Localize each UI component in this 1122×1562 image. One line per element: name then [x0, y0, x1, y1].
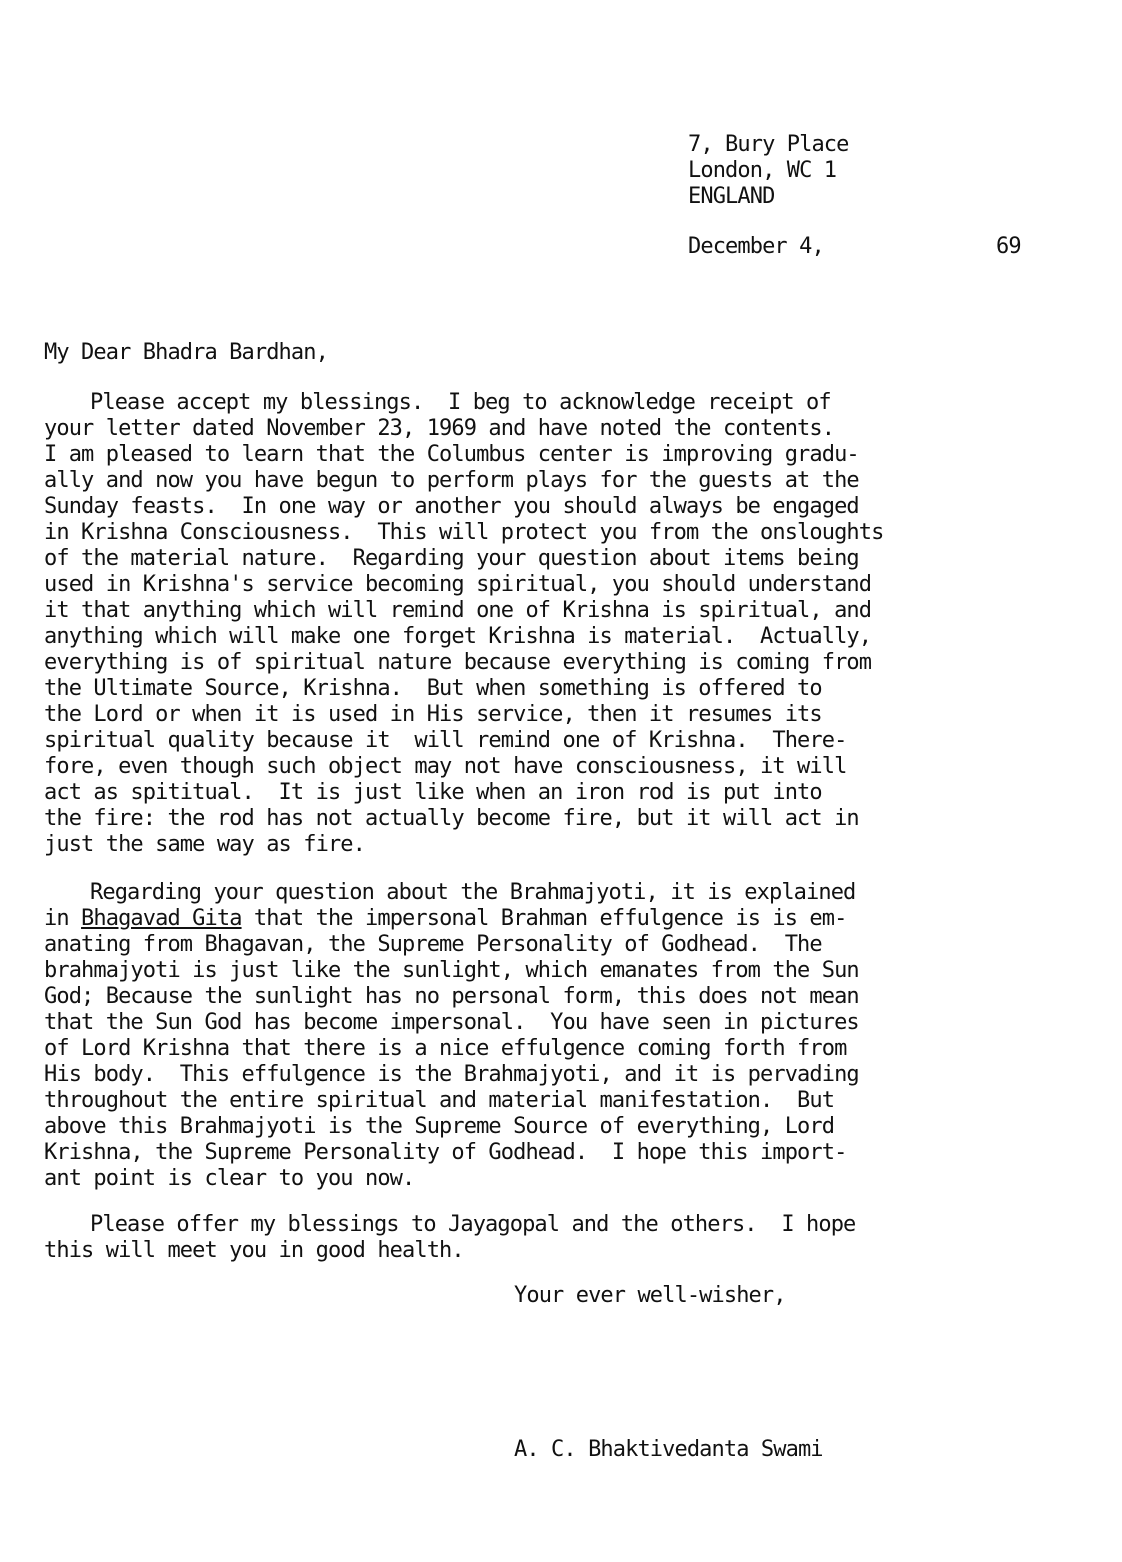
- paragraph-line: Please offer my blessings to Jayagopal and the others. I hope: [90, 1212, 856, 1237]
- paragraph-line: just the same way as fire.: [44, 832, 365, 857]
- paragraph-line: it that anything which will remind one of Krishna is spiritual, and: [44, 598, 872, 623]
- closing: Your ever well-wisher,: [514, 1283, 786, 1308]
- paragraph-line: brahmajyoti is just like the sunlight, which emanates from the Sun: [44, 958, 859, 983]
- paragraph-line: throughout the entire spiritual and material manifestation. But: [44, 1088, 835, 1113]
- text-in: in: [44, 906, 82, 931]
- paragraph-line: spiritual quality because it will remind one of Krishna. There-: [44, 728, 847, 753]
- paragraph-line: Krishna, the Supreme Personality of Godhead. I hope this import-: [44, 1140, 847, 1165]
- paragraph-line: above this Brahmajyoti is the Supreme Source of everything, Lord: [44, 1114, 835, 1139]
- paragraph-line: anything which will make one forget Krishna is material. Actually,: [44, 624, 872, 649]
- paragraph-line: this will meet you in good health.: [44, 1238, 464, 1263]
- paragraph-line: of the material nature. Regarding your question about items being: [44, 546, 859, 571]
- signature: A. C. Bhaktivedanta Swami: [514, 1437, 823, 1462]
- paragraph-line: the fire: the rod has not actually become fire, but it will act in: [44, 806, 859, 831]
- paragraph-line: ant point is clear to you now.: [44, 1166, 415, 1191]
- paragraph-line: Regarding your question about the Brahmajyoti, it is explained: [90, 880, 856, 905]
- paragraph-line: anating from Bhagavan, the Supreme Personality of Godhead. The: [44, 932, 822, 957]
- paragraph-line: God; Because the sunlight has no personal form, this does not mean: [44, 984, 859, 1009]
- address-line: London, WC 1: [688, 158, 837, 183]
- date-month-day: December 4,: [688, 234, 824, 259]
- paragraph-line: used in Krishna's service becoming spiritual, you should understand: [44, 572, 872, 597]
- paragraph-line: the Lord or when it is used in His service, then it resumes its: [44, 702, 822, 727]
- address-line: 7, Bury Place: [688, 132, 849, 157]
- paragraph-line: ally and now you have begun to perform plays for the guests at the: [44, 468, 859, 493]
- paragraph-line: act as spititual. It is just like when an iron rod is put into: [44, 780, 822, 805]
- letter-date: [688, 234, 1028, 338]
- paragraph-line: Please accept my blessings. I beg to acknowledge receipt of: [90, 390, 831, 415]
- date-year: 69: [996, 234, 1021, 259]
- salutation: My Dear Bhadra Bardhan,: [44, 340, 328, 365]
- address-line: ENGLAND: [688, 184, 775, 209]
- paragraph-line: the Ultimate Source, Krishna. But when something is offered to: [44, 676, 822, 701]
- paragraph-line: your letter dated November 23, 1969 and have noted the contents.: [44, 416, 835, 441]
- paragraph-line: [44, 906, 846, 932]
- paragraph-line: His body. This effulgence is the Brahmajyoti, and it is pervading: [44, 1062, 859, 1087]
- paragraph-line: that the Sun God has become impersonal. You have seen in pictures: [44, 1010, 859, 1035]
- paragraph-line: of Lord Krishna that there is a nice effulgence coming forth from: [44, 1036, 847, 1061]
- paragraph-line: in Krishna Consciousness. This will protect you from the onsloughts: [44, 520, 884, 545]
- paragraph-line: fore, even though such object may not have consciousness, it will: [44, 754, 847, 779]
- paragraph-line: I am pleased to learn that the Columbus center is improving gradu-: [44, 442, 859, 467]
- book-title: Bhagavad Gita: [81, 906, 242, 931]
- paragraph-line: everything is of spiritual nature because everything is coming from: [44, 650, 872, 675]
- paragraph-line: Sunday feasts. In one way or another you should always be engaged: [44, 494, 859, 519]
- text-rest: that the impersonal Brahman effulgence is is em-: [241, 906, 847, 931]
